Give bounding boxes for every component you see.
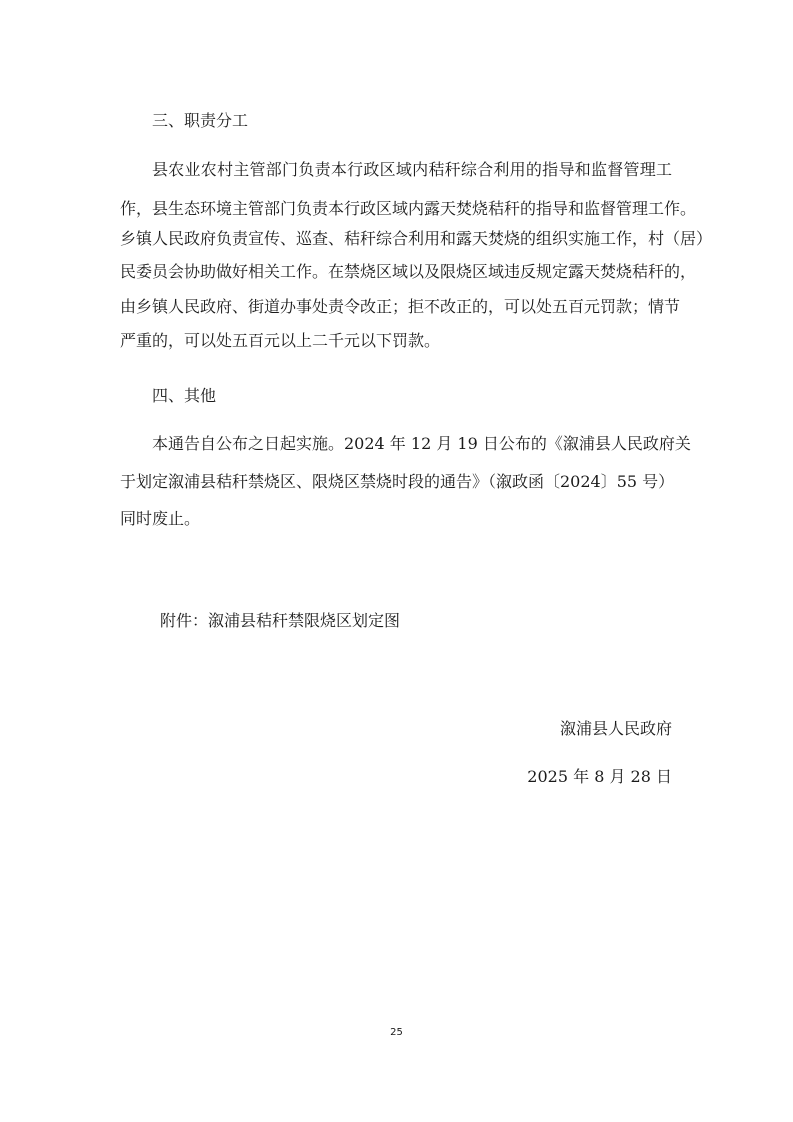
paragraph-line: 县农业农村主管部门负责本行政区域内秸秆综合利用的指导和监督管理工 [152,160,672,179]
attachment-note: 附件：溆浦县秸秆禁限烧区划定图 [160,611,401,630]
paragraph-line: 由乡镇人民政府、街道办事处责令改正；拒不改正的，可以处五百元罚款；情节 [120,297,681,316]
paragraph-line: 于划定溆浦县秸秆禁烧区、限烧区禁烧时段的通告》（溆政函〔2024〕55 号） [120,472,675,491]
paragraph-line: 乡镇人民政府负责宣传、巡查、秸秆综合利用和露天焚烧的组织实施工作，村（居） [120,229,713,248]
paragraph-line: 民委员会协助做好相关工作。在禁烧区域以及限烧区域违反规定露天焚烧秸秆的， [120,262,697,281]
page-number: 25 [390,1027,403,1038]
issue-date: 2025 年 8 月 28 日 [527,767,672,786]
section-heading-duty: 三、职责分工 [152,111,249,130]
paragraph-line: 本通告自公布之日起实施。2024 年 12 月 19 日公布的《溆浦县人民政府关 [152,434,691,453]
section-heading-other: 四、其他 [152,386,217,405]
issuer-name: 溆浦县人民政府 [559,719,672,738]
paragraph-line: 严重的，可以处五百元以上二千元以下罚款。 [120,331,441,350]
paragraph-line: 作，县生态环境主管部门负责本行政区域内露天焚烧秸秆的指导和监督管理工作。 [120,199,697,218]
paragraph-line: 同时废止。 [120,509,201,528]
